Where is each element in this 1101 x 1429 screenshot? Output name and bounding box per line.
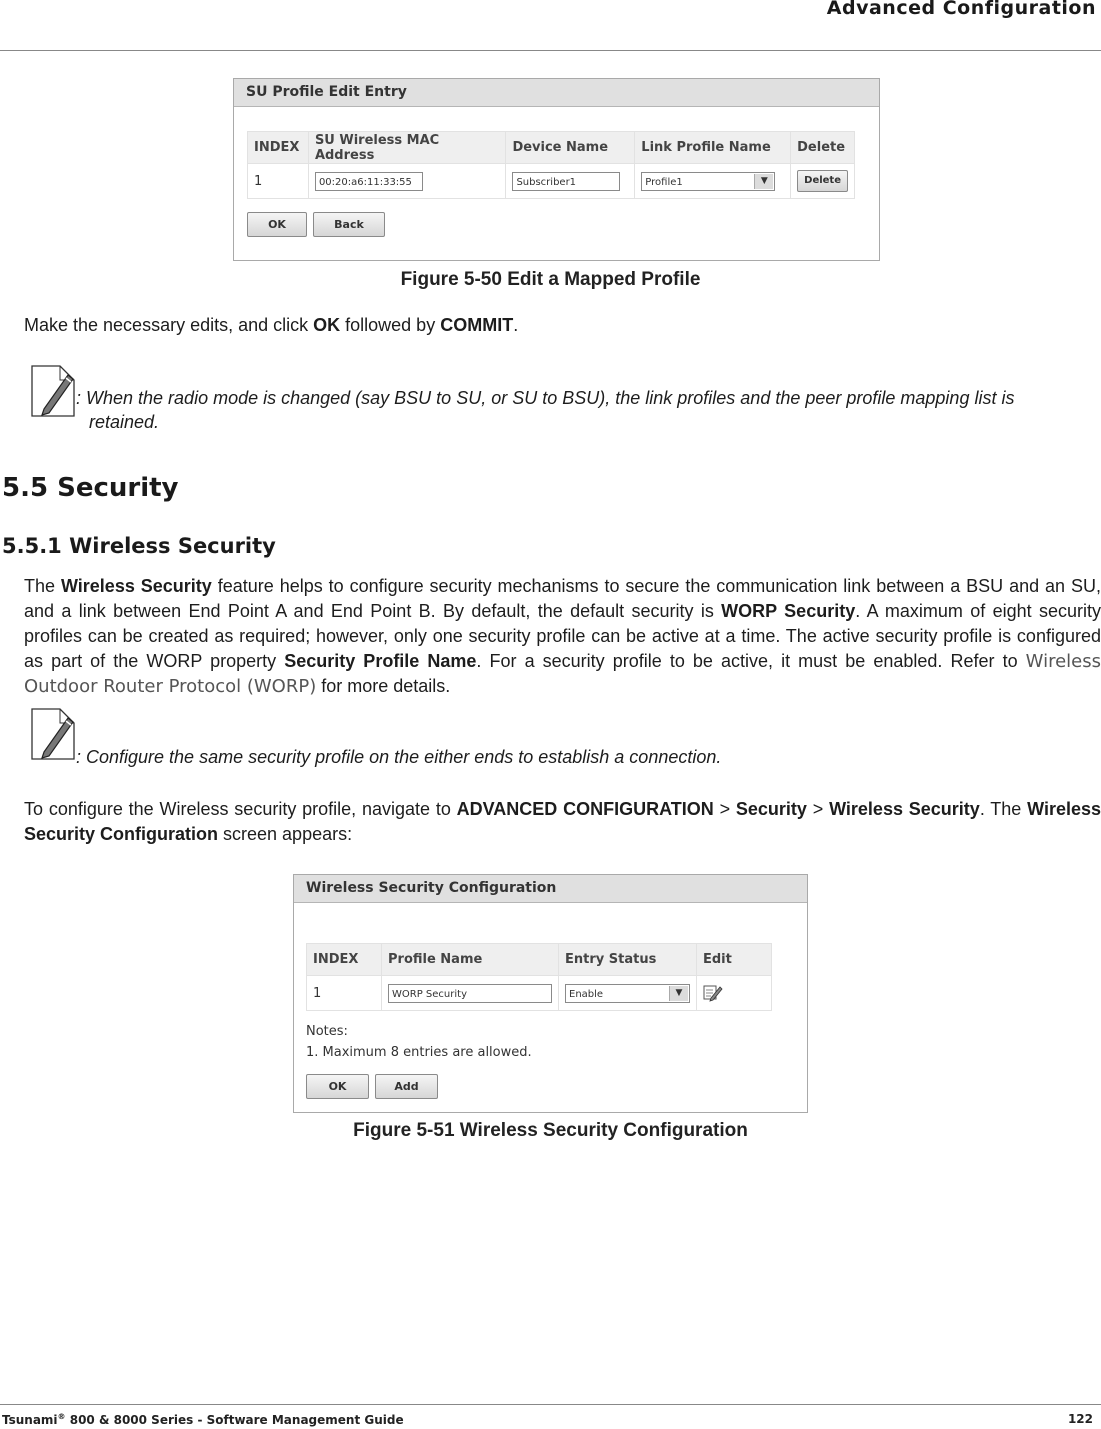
para2-bold-2: WORP Security — [721, 601, 856, 621]
section-5-5-1-title: 5.5.1 Wireless Security — [2, 534, 276, 558]
para1-text-2: followed by — [340, 315, 441, 335]
para-make-edits — [24, 313, 1094, 338]
para-wireless-security — [24, 574, 1101, 699]
note1-line1: : When the radio mode is changed (say BSU to SU, or SU to BSU), the link profiles and the peer profile mapping list is — [76, 388, 1015, 408]
figure-51-caption: Figure 5-51 Wireless Security Configuration — [353, 1120, 748, 1141]
pencil-note-icon — [30, 365, 76, 417]
chevron-down-icon: ▼ — [754, 174, 773, 189]
col-mac: SU Wireless MAC Address — [308, 132, 506, 164]
para3-bold-1: ADVANCED CONFIGURATION — [456, 799, 714, 819]
footer-guide-name: 800 & 8000 Series - Software Management Guide — [65, 1413, 404, 1427]
edit-cell — [697, 976, 772, 1011]
para2-text-4: . For a security profile to be active, it must be enabled. Refer to — [476, 651, 1026, 671]
profile-name-cell — [382, 976, 559, 1011]
link-profile-cell — [635, 164, 791, 199]
para2-bold-1: Wireless Security — [60, 576, 212, 596]
col-delete: Delete — [791, 132, 855, 164]
para2-text-1: The — [24, 576, 61, 596]
col-index: INDEX — [307, 944, 382, 976]
table-row — [248, 164, 855, 199]
footer-rule — [0, 1404, 1101, 1405]
col-profile-name: Profile Name — [382, 944, 559, 976]
para3-text-2: > — [713, 799, 736, 819]
link-profile-select[interactable] — [641, 172, 775, 191]
section-5-5-title: 5.5 Security — [2, 473, 179, 503]
para1-commit: COMMIT — [440, 315, 514, 335]
notes-title: Notes: — [306, 1024, 348, 1039]
para3-text-5: screen appears: — [218, 824, 353, 844]
notes-line: 1. Maximum 8 entries are allowed. — [306, 1045, 532, 1060]
para-navigate — [24, 797, 1101, 847]
entry-status-value: Enable — [569, 988, 604, 1000]
para1-text-1: Make the necessary edits, and click — [24, 315, 314, 335]
wireless-security-table — [306, 943, 772, 1011]
para3-bold-2: Security — [735, 799, 807, 819]
entry-status-select[interactable] — [565, 984, 690, 1003]
para3-text-4: . The — [979, 799, 1028, 819]
para1-text-3: . — [513, 315, 519, 335]
page-header-title: Advanced Configuration — [826, 0, 1096, 19]
table-header-row — [248, 132, 855, 164]
note1-line2: retained. — [89, 412, 160, 432]
wireless-security-config-panel — [293, 874, 808, 1113]
page-number: 122 — [1067, 1412, 1093, 1426]
para2-text-2: feature helps to configure security mechanisms to secure the communication link between a BSU and an SU, and a link between End Point A and End Point B. By default, the default security is — [24, 576, 1101, 621]
col-index: INDEX — [248, 132, 309, 164]
table-header-row — [307, 944, 772, 976]
device-cell — [506, 164, 635, 199]
para3-bold-4: Wireless Security Configuration — [24, 799, 1101, 844]
header-rule — [0, 50, 1101, 51]
para2-bold-3: Security Profile Name — [284, 651, 477, 671]
su-profile-panel-title: SU Profile Edit Entry — [234, 79, 879, 107]
footer-registered-mark: ® — [57, 1412, 66, 1421]
chevron-down-icon: ▼ — [669, 986, 688, 1001]
para3-bold-3: Wireless Security — [829, 799, 980, 819]
mac-cell — [308, 164, 506, 199]
para3-text-3: > — [806, 799, 830, 819]
add-button[interactable]: Add — [375, 1074, 438, 1099]
delete-button[interactable]: Delete — [797, 170, 848, 192]
row-index: 1 — [307, 976, 382, 1011]
para2-text-3: . A maximum of eight security profiles can be created as required; however, only one security profile can be active at a time. The active security profile is configured as part of the WORP property — [24, 601, 1101, 671]
profile-name-input[interactable]: WORP Security — [388, 984, 552, 1003]
wireless-security-panel-title: Wireless Security Configuration — [294, 875, 807, 903]
device-name-input[interactable]: Subscriber1 — [512, 172, 620, 191]
para1-ok: OK — [313, 315, 341, 335]
col-edit: Edit — [697, 944, 772, 976]
para2-text-5: for more details. — [316, 676, 451, 696]
note-same-profile: : Configure the same security profile on the either ends to establish a connection. — [76, 747, 722, 767]
su-profile-edit-panel — [233, 78, 880, 261]
note-radio-mode — [76, 386, 1096, 434]
su-profile-table — [247, 131, 855, 199]
footer-guide-title — [2, 1412, 404, 1427]
pencil-note-icon — [30, 708, 76, 760]
edit-icon[interactable] — [703, 984, 723, 1002]
entry-status-cell — [559, 976, 697, 1011]
ok-button[interactable]: OK — [306, 1074, 369, 1099]
para3-text-1: To configure the Wireless security profile, navigate to — [24, 799, 457, 819]
mac-input[interactable]: 00:20:a6:11:33:55 — [315, 172, 423, 191]
col-device-name: Device Name — [506, 132, 635, 164]
ok-button[interactable]: OK — [247, 212, 307, 237]
table-row — [307, 976, 772, 1011]
footer-brand: Tsunami — [2, 1413, 58, 1427]
figure-50-caption: Figure 5-50 Edit a Mapped Profile — [400, 269, 701, 290]
col-entry-status: Entry Status — [559, 944, 697, 976]
back-button[interactable]: Back — [313, 212, 385, 237]
link-profile-value: Profile1 — [645, 176, 683, 188]
delete-cell — [791, 164, 855, 199]
row-index: 1 — [248, 164, 309, 199]
worp-reference-link[interactable]: Wireless Outdoor Router Protocol (WORP) — [24, 651, 1101, 697]
col-link-profile: Link Profile Name — [635, 132, 791, 164]
